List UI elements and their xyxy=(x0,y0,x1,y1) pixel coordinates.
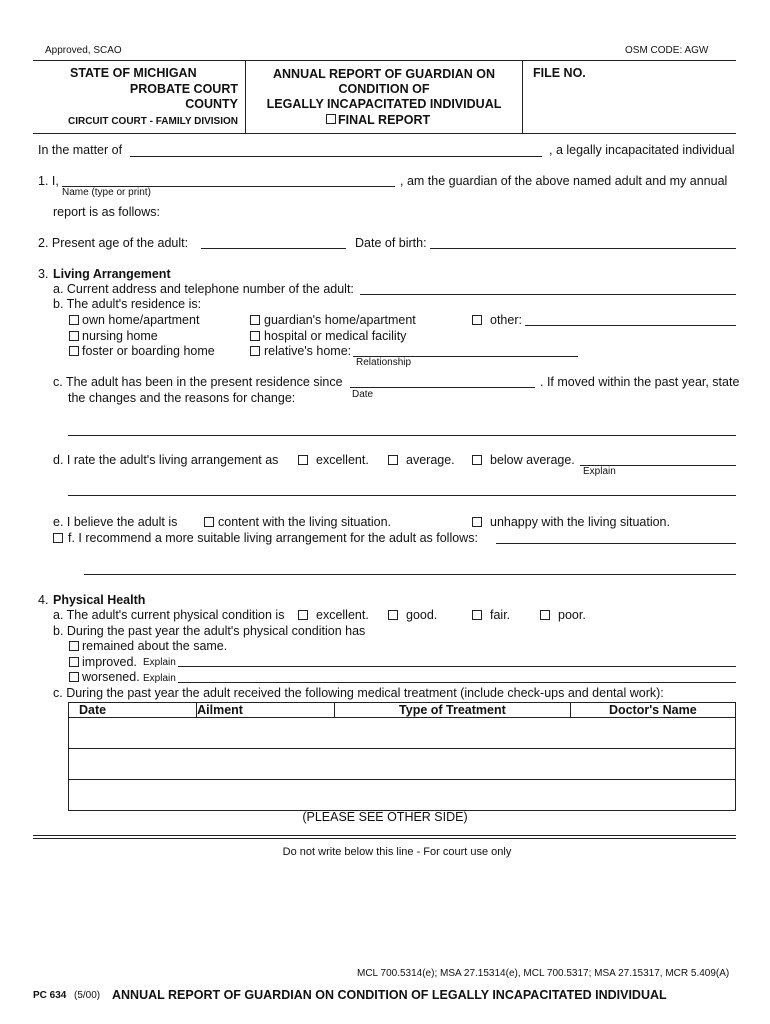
q3-title: Living Arrangement xyxy=(53,267,171,281)
col-ailment: Ailment xyxy=(197,703,335,718)
form-title-2: CONDITION OF xyxy=(338,82,430,96)
q3c-suffix: . If moved within the past year, state xyxy=(540,375,740,389)
relationship-hint: Relationship xyxy=(356,357,412,368)
guardian-home-label: guardian's home/apartment xyxy=(264,313,416,327)
other-field[interactable] xyxy=(525,325,736,326)
county-label: COUNTY xyxy=(185,97,238,111)
divider xyxy=(33,838,736,839)
worsened-label: worsened. xyxy=(82,670,140,684)
hospital-checkbox[interactable] xyxy=(250,331,260,341)
q3d-label: d. I rate the adult's living arrangement as xyxy=(53,453,279,467)
divider xyxy=(33,835,736,836)
state-label: STATE OF MICHIGAN xyxy=(70,66,197,80)
own-home-checkbox[interactable] xyxy=(69,315,79,325)
living-excellent-checkbox[interactable] xyxy=(298,455,308,465)
col-date: Date xyxy=(69,703,197,718)
table-row xyxy=(69,749,736,780)
health-poor-checkbox[interactable] xyxy=(540,610,550,620)
health-fair-checkbox[interactable] xyxy=(472,610,482,620)
health-good-label: good. xyxy=(406,608,438,622)
q1-suffix: , am the guardian of the above named adult and my annual xyxy=(400,174,728,188)
q4-number: 4. xyxy=(38,593,49,607)
see-other-side: (PLEASE SEE OTHER SIDE) xyxy=(302,810,468,824)
q1-label: 1. I, xyxy=(38,174,59,188)
table-row xyxy=(69,780,736,811)
nursing-home-checkbox[interactable] xyxy=(69,331,79,341)
q2-age-label: 2. Present age of the adult: xyxy=(38,236,189,250)
table-row xyxy=(69,718,736,749)
living-explain-field-2[interactable] xyxy=(68,495,736,496)
same-checkbox[interactable] xyxy=(69,641,79,651)
probate-label: PROBATE COURT xyxy=(129,82,238,96)
final-report-checkbox[interactable] xyxy=(326,114,336,124)
q4-title: Physical Health xyxy=(53,593,146,607)
foster-home-checkbox[interactable] xyxy=(69,346,79,356)
col-doctor: Doctor's Name xyxy=(570,703,735,718)
residence-date-field[interactable] xyxy=(350,387,535,388)
form-id: PC 634 xyxy=(33,990,67,1001)
q3f-label: f. I recommend a more suitable living arrangement for the adult as follows: xyxy=(68,531,478,545)
q3a-label: a. Current address and telephone number of the adult: xyxy=(53,282,354,296)
unhappy-checkbox[interactable] xyxy=(472,517,482,527)
statute-citation: MCL 700.5314(e); MSA 27.15314(e), MCL 700.5317; MSA 27.15317, MCR 5.409(A) xyxy=(357,968,730,979)
q3c-label-2: the changes and the reasons for change: xyxy=(68,391,296,405)
improved-explain-hint: Explain xyxy=(143,657,176,668)
hospital-label: hospital or medical facility xyxy=(264,329,407,343)
approved-text: Approved, SCAO xyxy=(45,45,122,56)
dob-field[interactable] xyxy=(430,248,736,249)
living-average-label: average. xyxy=(406,453,455,467)
improved-explain-field[interactable] xyxy=(178,666,736,667)
relative-home-checkbox[interactable] xyxy=(250,346,260,356)
same-label: remained about the same. xyxy=(82,639,228,653)
health-fair-label: fair. xyxy=(490,608,511,622)
name-hint: Name (type or print) xyxy=(62,187,151,198)
age-field[interactable] xyxy=(201,248,346,249)
circuit-label: CIRCUIT COURT - FAMILY DIVISION xyxy=(67,116,238,127)
osm-code: OSM CODE: AGW xyxy=(625,45,709,56)
q2-dob-label: Date of birth: xyxy=(355,236,427,250)
matter-name-field[interactable] xyxy=(130,156,542,157)
q4a-label: a. The adult's current physical condition is xyxy=(53,608,285,622)
q3b-label: b. The adult's residence is: xyxy=(53,297,202,311)
recommend-field[interactable] xyxy=(496,543,736,544)
content-label: content with the living situation. xyxy=(218,515,392,529)
explain-hint: Explain xyxy=(583,466,616,477)
improved-label: improved. xyxy=(82,655,137,669)
q3-number: 3. xyxy=(38,267,49,281)
living-excellent-label: excellent. xyxy=(316,453,369,467)
q1-continuation: report is as follows: xyxy=(53,205,160,219)
form-date: (5/00) xyxy=(74,990,101,1001)
worsened-checkbox[interactable] xyxy=(69,672,79,682)
form-title-3: LEGALLY INCAPACITATED INDIVIDUAL xyxy=(266,97,502,111)
q3c-label: c. The adult has been in the present residence since xyxy=(53,375,343,389)
form-title-1: ANNUAL REPORT OF GUARDIAN ON xyxy=(273,67,495,81)
guardian-home-checkbox[interactable] xyxy=(250,315,260,325)
address-field[interactable] xyxy=(360,294,736,295)
medical-treatment-table xyxy=(68,702,736,811)
other-checkbox[interactable] xyxy=(472,315,482,325)
date-hint: Date xyxy=(352,389,374,400)
table-cell[interactable] xyxy=(69,718,736,749)
living-below-label: below average. xyxy=(490,453,575,467)
q4c-label: c. During the past year the adult received the following medical treatment (include check-ups and dental work): xyxy=(53,686,664,700)
footer-form-title: ANNUAL REPORT OF GUARDIAN ON CONDITION OF LEGALLY INCAPACITATED INDIVIDUAL xyxy=(112,988,667,1002)
worsened-explain-field[interactable] xyxy=(178,682,736,683)
improved-checkbox[interactable] xyxy=(69,657,79,667)
other-label: other: xyxy=(490,313,522,327)
health-good-checkbox[interactable] xyxy=(388,610,398,620)
court-use-note: Do not write below this line - For court use only xyxy=(282,846,512,858)
health-excellent-label: excellent. xyxy=(316,608,369,622)
health-excellent-checkbox[interactable] xyxy=(298,610,308,620)
matter-suffix: , a legally incapacitated individual xyxy=(549,143,735,157)
recommend-checkbox[interactable] xyxy=(53,533,63,543)
worsened-explain-hint: Explain xyxy=(143,673,176,684)
content-checkbox[interactable] xyxy=(204,517,214,527)
q4b-label: b. During the past year the adult's physical condition has xyxy=(53,624,366,638)
unhappy-label: unhappy with the living situation. xyxy=(490,515,670,529)
living-average-checkbox[interactable] xyxy=(388,455,398,465)
nursing-home-label: nursing home xyxy=(82,329,158,343)
q3e-label: e. I believe the adult is xyxy=(53,515,178,529)
foster-home-label: foster or boarding home xyxy=(82,344,215,358)
table-cell[interactable] xyxy=(69,780,736,811)
matter-label: In the matter of xyxy=(38,143,123,157)
relative-home-label: relative's home: xyxy=(264,344,352,358)
health-poor-label: poor. xyxy=(558,608,586,622)
col-treatment: Type of Treatment xyxy=(335,703,570,718)
table-cell[interactable] xyxy=(69,749,736,780)
final-report-label: FINAL REPORT xyxy=(338,113,431,127)
changes-field[interactable] xyxy=(68,435,736,436)
own-home-label: own home/apartment xyxy=(82,313,200,327)
file-no-label: FILE NO. xyxy=(533,66,586,80)
recommend-field-2[interactable] xyxy=(84,574,736,575)
living-below-checkbox[interactable] xyxy=(472,455,482,465)
